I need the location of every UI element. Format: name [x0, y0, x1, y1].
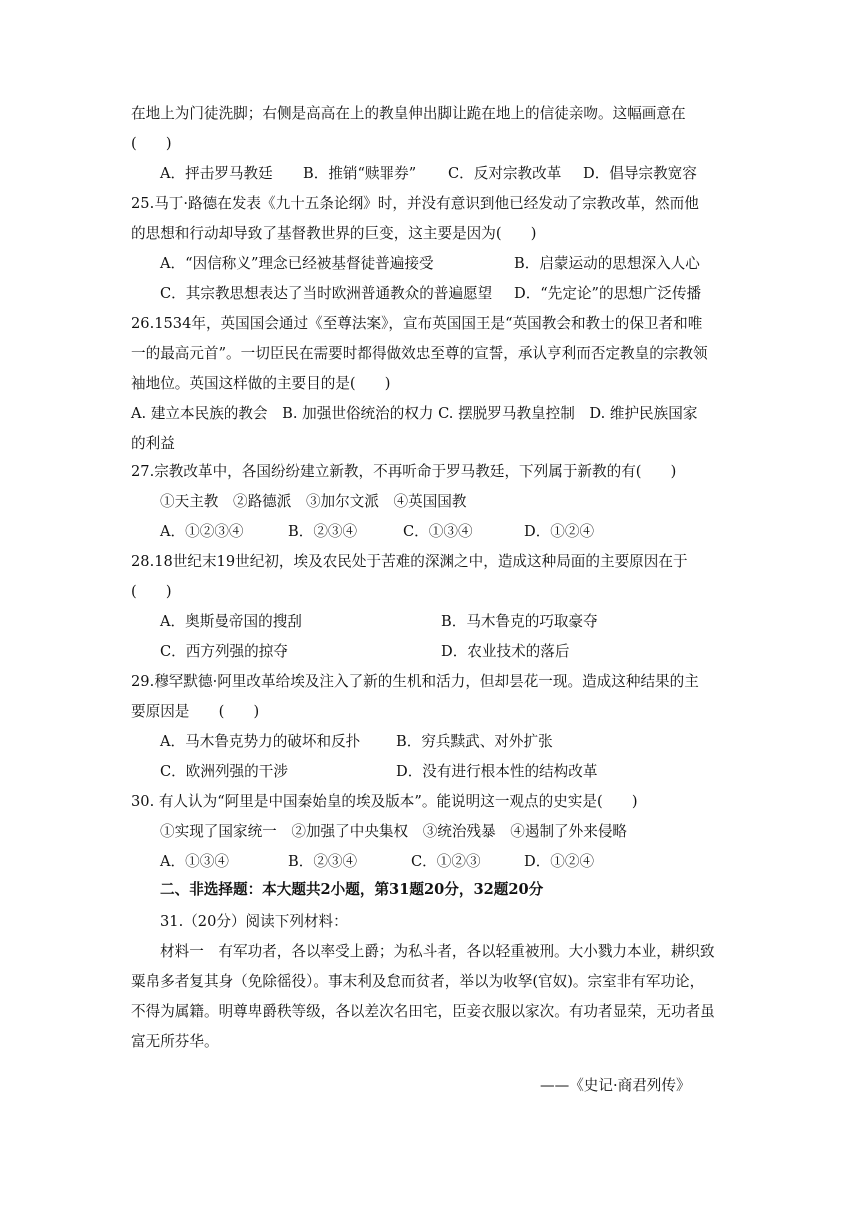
q31-intro: 31.（20分）阅读下列材料： [160, 913, 348, 930]
material-one-line-4: 富无所芬华。 [131, 1033, 219, 1050]
q28-option-b: B．马木鲁克的巧取豪夺 [441, 613, 598, 630]
q29-stem-line-2: 要原因是 ( ) [131, 703, 260, 720]
q25-option-b: B．启蒙运动的思想深入人心 [514, 255, 700, 272]
q24-option-a: A．抨击罗马教廷 [160, 165, 273, 182]
q28-option-d: D．农业技术的落后 [441, 643, 570, 660]
q24-option-d: D．倡导宗教宽容 [583, 165, 697, 182]
q30-option-d: D．①②④ [524, 853, 595, 870]
q28-option-a: A．奥斯曼帝国的搜刮 [160, 613, 302, 630]
q30-stem: 30. 有人认为“阿里是中国秦始皇的埃及版本”。能说明这一观点的史实是( ) [131, 793, 638, 810]
q24-answer-blank: ( ) [131, 135, 172, 152]
q26-options-line: A. 建立本民族的教会 B. 加强世俗统治的权力 C. 摆脱罗马教皇控制 D. 维护民族国家 [131, 405, 698, 422]
q27-option-d: D．①②④ [524, 523, 595, 540]
q29-option-c: C．欧洲列强的干涉 [160, 763, 288, 780]
q30-option-b: B．②③④ [288, 853, 358, 870]
material-one-line-2: 粟帛多者复其身（免除徭役）。事末利及怠而贫者，举以为收孥(官奴)。宗室非有军功论， [131, 973, 705, 990]
q28-option-c: C．西方列强的掠夺 [160, 643, 288, 660]
material-one-line-3: 不得为属籍。明尊卑爵秩等级，各以差次名田宅，臣妾衣服以家次。有功者显荣，无功者虽 [131, 1003, 715, 1020]
q30-option-a: A．①③④ [160, 853, 229, 870]
q29-stem-line-1: 29.穆罕默德·阿里改革给埃及注入了新的生机和活力，但却昙花一现。造成这种结果的主 [131, 673, 699, 690]
q25-stem-line-2: 的思想和行动却导致了基督教世界的巨变，这主要是因为( ) [131, 225, 537, 242]
q27-option-a: A．①②③④ [160, 523, 244, 540]
q26-stem-line-2: 一的最高元首”。一切臣民在需要时都得做效忠至尊的宣誓，承认亨利而否定教皇的宗教领 [131, 345, 708, 362]
q27-items: ①天主教 ②路德派 ③加尔文派 ④英国国教 [160, 493, 467, 510]
q26-options-line-2: 的利益 [131, 435, 175, 452]
q28-answer-blank: ( ) [131, 583, 172, 600]
q26-stem-line-3: 袖地位。英国这样做的主要目的是( ) [131, 375, 391, 392]
q25-option-d: D．“先定论”的思想广泛传播 [514, 285, 702, 302]
q25-stem-line-1: 25.马丁·路德在发表《九十五条论纲》时，并没有意识到他已经发动了宗教改革，然而他 [131, 195, 699, 212]
q29-option-b: B．穷兵黩武、对外扩张 [396, 733, 553, 750]
q26-stem-line-1: 26.1534年，英国国会通过《至尊法案》，宣布英国国王是“英国教会和教士的保卫者和唯 [131, 315, 703, 332]
q25-option-c: C．其宗教思想表达了当时欧洲普通教众的普遍愿望 [160, 285, 493, 302]
q28-stem-line-1: 28.18世纪末19世纪初，埃及农民处于苦难的深渊之中，造成这种局面的主要原因在于 [131, 553, 688, 570]
q25-option-a: A．“因信称义”理念已经被基督徒普遍接受 [160, 255, 434, 272]
q29-option-a: A．马木鲁克势力的破坏和反扑 [160, 733, 361, 750]
q24-option-c: C．反对宗教改革 [448, 165, 562, 182]
q30-items: ①实现了国家统一 ②加强了中央集权 ③统治残暴 ④遏制了外来侵略 [160, 823, 628, 840]
q29-option-d: D．没有进行根本性的结构改革 [396, 763, 598, 780]
material-one-source: ——《史记·商君列传》 [540, 1077, 691, 1094]
section-heading-non-choice: 二、非选择题：本大题共2小题，第31题20分，32题20分 [160, 881, 544, 898]
q24-option-b: B．推销“赎罪券” [303, 165, 417, 182]
q24-text-line: 在地上为门徒洗脚；右侧是高高在上的教皇伸出脚让跪在地上的信徒亲吻。这幅画意在 [131, 105, 686, 122]
q30-option-c: C．①②③ [411, 853, 481, 870]
material-one-line-1: 材料一 有军功者，各以率受上爵；为私斗者，各以轻重被刑。大小戮力本业，耕织致 [160, 943, 715, 960]
q27-option-b: B．②③④ [288, 523, 358, 540]
q27-stem: 27.宗教改革中，各国纷纷建立新教，不再听命于罗马教廷，下列属于新教的有( ) [131, 463, 677, 480]
q27-option-c: C．①③④ [403, 523, 473, 540]
